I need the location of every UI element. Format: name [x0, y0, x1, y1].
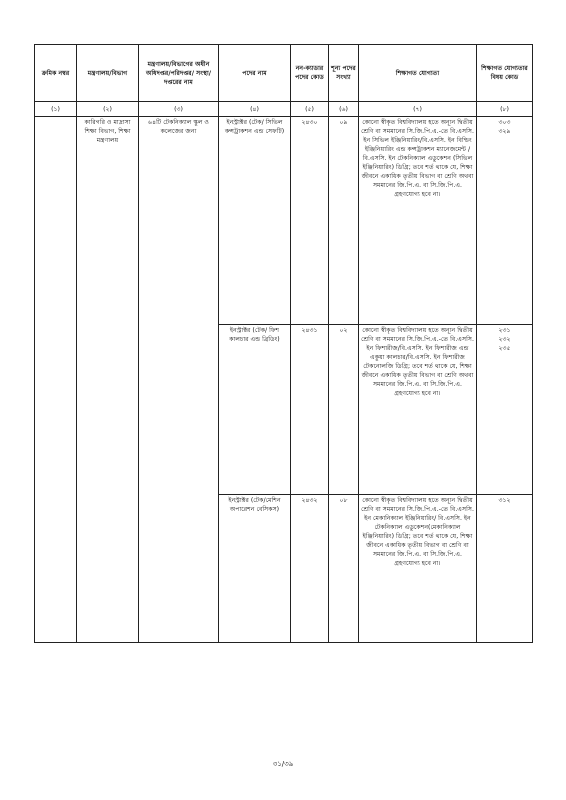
vacancy-cell: ০২ — [329, 325, 359, 495]
column-number: (১) — [35, 102, 77, 117]
vacancy-cell: ০৯ — [329, 117, 359, 325]
post-name-cell: ইনস্ট্রাক্টর (টেক/ সিভিল কন্সট্রাকশন এন্ড সেফটি) — [219, 117, 291, 325]
qualification-cell: কোনো স্বীকৃত বিশ্ববিদ্যালয় হতে অন্যূন দ্বিতীয় শ্রেণি বা সমমানের সি.জি.পি.এ.-তে বি.এসসি. ইন ফিশারীজ/বি.এসসি. ইন ফিশারীজ এন্ড একুয়া কালচার/বি.এসসি. ইন ফিশারীজ টেকনোলজি ডিগ্রি; তবে শর্ত থাকে যে, শিক্ষা জীবনে একাধিক তৃতীয় বিভাগ বা শ্রেণি অথবা সমমানের জি.পি.এ. বা সি.জি.পি.এ. গ্রহণযোগ্য হবে না। — [359, 325, 477, 495]
header-qualification: শিক্ষাগত যোগ্যতা — [359, 45, 477, 102]
column-number: (৮) — [477, 102, 533, 117]
serial-cell — [35, 117, 77, 643]
header-ministry: মন্ত্রণালয়/বিভাগ — [77, 45, 139, 102]
subject-code: ২৩১ — [498, 327, 511, 334]
column-number: (৫) — [291, 102, 329, 117]
post-name-cell: ইনস্ট্রাক্টর (টেক/ ফিশ কালচার এন্ড ব্রিডিং) — [219, 325, 291, 495]
column-number: (২) — [77, 102, 139, 117]
subject-code: ৩২৯ — [498, 128, 511, 135]
subject-code: ২৩২ — [498, 336, 511, 343]
subject-code: ৩০৩ — [498, 119, 511, 126]
ministry-cell: কারিগরি ও মাদ্রাসা শিক্ষা বিভাগ, শিক্ষা মন্ত্রণালয় — [77, 117, 139, 643]
column-number: (৩) — [139, 102, 219, 117]
column-number: (৬) — [329, 102, 359, 117]
header-post-code: নন-ক্যাডার পদের কোড — [291, 45, 329, 102]
qualification-cell: কোনো স্বীকৃত বিশ্ববিদ্যালয় হতে অন্যূন দ্বিতীয় শ্রেণি বা সমমানের সি.জি.পি.এ.-তে বি.এসসি. ইন সিভিল ইঞ্জিনিয়ারিং/বি.এসসি. ইন বিল্ডিং ইঞ্জিনিয়ারিং এন্ড কন্সট্রাকশন ম্যানেজমেন্ট /বি.এসসি. ইন টেকনিক্যাল এডুকেশন (সিভিল ইঞ্জিনিয়ারিং) ডিগ্রি; তবে শর্ত থাকে যে, শিক্ষা জীবনে একাধিক তৃতীয় বিভাগ বা শ্রেণি অথবা সমমানের জি.পি.এ. বা সি.জি.পি.এ. গ্রহণযোগ্য হবে না। — [359, 117, 477, 325]
header-subject-code: শিক্ষাগত যোগ্যতার বিষয় কোড — [477, 45, 533, 102]
post-name-cell: ইনস্ট্রাক্টর (টেক/মেশিন অপারেশন বেসিকস) — [219, 495, 291, 643]
column-number: (৪) — [219, 102, 291, 117]
vacancy-table — [34, 44, 533, 643]
subject-code-cell — [477, 325, 533, 495]
subject-code: ২৩৫ — [498, 345, 511, 352]
post-code-cell: ২৪৩২ — [291, 495, 329, 643]
table-header-row — [35, 45, 533, 102]
post-code-cell: ২৪৩১ — [291, 325, 329, 495]
subject-code-cell — [477, 117, 533, 325]
header-post-name: পদের নাম — [219, 45, 291, 102]
column-number: (৭) — [359, 102, 477, 117]
department-cell: ৬৪টি টেকনিক্যাল স্কুল ও কলেজের জন্য — [139, 117, 219, 643]
vacancy-cell: ০৮ — [329, 495, 359, 643]
column-number-row — [35, 102, 533, 117]
header-serial: ক্রমিক নম্বর — [35, 45, 77, 102]
qualification-cell: কোনো স্বীকৃত বিশ্ববিদ্যালয় হতে অন্যূন দ্বিতীয় শ্রেণি বা সমমানের সি.জি.পি.এ.-তে বি.এসসি. ইন মেকানিক্যাল ইঞ্জিনিয়ারিং/ বি.এসসি. ইন টেকনিক্যাল এডুকেশন(মেকানিক্যাল ইঞ্জিনিয়ারিং) ডিগ্রি; তবে শর্ত থাকে যে, শিক্ষা জীবনে একাধিক তৃতীয় বিভাগ বা শ্রেণি বা সমমানের জি.পি.এ. বা সি.জি.পি.এ. গ্রহণযোগ্য হবে না। — [359, 495, 477, 643]
subject-code-cell — [477, 495, 533, 643]
table-row — [35, 117, 533, 325]
header-vacancies: শূন্য পদের সংখ্যা — [329, 45, 359, 102]
header-department: মন্ত্রণালয়/বিভাগের অধীন অধিদপ্তর/পরিদপ্তর/ সংস্থা/দপ্তরের নাম — [139, 45, 219, 102]
subject-code: ৩১২ — [498, 497, 511, 504]
page-number: ৩১/৩৯ — [272, 760, 294, 768]
post-code-cell: ২৪৩০ — [291, 117, 329, 325]
